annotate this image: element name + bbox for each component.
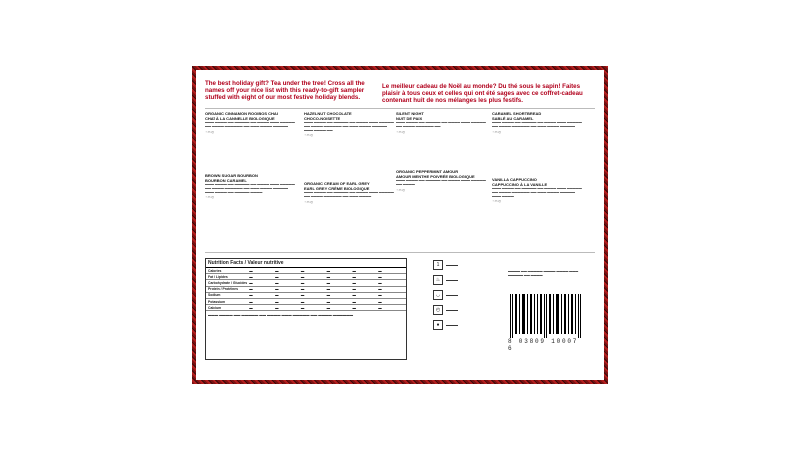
- tea-description: ▬▬▬ ▬▬▬▬ ▬▬ ▬▬▬▬▬ ▬▬ ▬▬▬▬ ▬▬▬ ▬▬▬▬▬ ▬▬ ▬▬▬▬: [396, 178, 486, 186]
- nutrition-row: Potassium ▬ ▬ ▬ ▬ ▬ ▬: [206, 299, 406, 305]
- nutrition-label: Carbohydrate / Glucides: [208, 280, 248, 285]
- steep-icons: ◔ ▭ ◴: [396, 187, 405, 192]
- nutrition-row: Fat / Lipides ▬ ▬ ▬ ▬ ▬ ▬: [206, 274, 406, 280]
- product-back-panel: [196, 70, 604, 380]
- cup-icon: ◡: [433, 290, 443, 300]
- steep-icons: ◔ ▭ ◴: [304, 133, 313, 138]
- tea-name: VANILLA CAPPUCCINO CAPPUCCINO À LA VANILLE: [492, 177, 548, 187]
- tea-card: [396, 112, 488, 134]
- nutrition-title: Nutrition Facts / Valeur nutritive: [206, 259, 406, 268]
- timer-icon: ◴: [433, 305, 443, 315]
- tea-card: [396, 170, 488, 192]
- steep-icons: ◔ ▭ ◴: [205, 195, 214, 200]
- caffeine-icon: ●: [433, 320, 443, 330]
- tea-card: [205, 174, 297, 199]
- tea-name: HAZELNUT CHOCOLATE CHOCO-NOISETTE: [304, 111, 352, 121]
- tea-name: BROWN SUGAR BOURBON BOURBON CARAMEL: [205, 173, 258, 183]
- nutrition-label: Potassium: [208, 299, 226, 304]
- intro-french: Le meilleur cadeau de Noël au monde? Du thé sous le sapin! Faites plaisir à tous ceux et celles qui ont été sages avec ce coffret-cadeau contenant huit de nos mélanges les plus festifs.: [382, 83, 583, 105]
- nutrition-row: Sodium ▬ ▬ ▬ ▬ ▬ ▬: [206, 293, 406, 299]
- tea-name: ORGANIC CREAM OF EARL GREY EARL GREY CRÈME BIOLOGIQUE: [304, 181, 370, 191]
- company-address: ▬▬▬▬ ▬▬ ▬▬▬▬▬ ▬▬▬▬ ▬▬▬▬ ▬▬▬ ▬▬▬▬▬ ▬▬ ▬▬▬▬: [508, 269, 579, 277]
- legend-item: 1 ▬▬▬▬: [433, 260, 483, 270]
- tea-card: [492, 112, 584, 134]
- tea-name: ORGANIC CINNAMON ROOIBOS CHAI CHAÏ À LA CANNELLE BIOLOGIQUE: [205, 111, 278, 121]
- tea-card: [304, 182, 396, 204]
- steep-icons: ◔ ▭ ◴: [492, 129, 501, 134]
- legend-item: ◡ ▬▬▬▬: [433, 290, 483, 300]
- nutrition-row: Carbohydrate / Glucides ▬ ▬ ▬ ▬ ▬ ▬: [206, 280, 406, 286]
- tea-card: [205, 112, 297, 134]
- tea-description: ▬▬▬ ▬▬▬▬ ▬▬ ▬▬▬▬▬ ▬▬ ▬▬▬▬ ▬▬▬ ▬▬▬▬▬ ▬▬ ▬▬▬▬ ▬▬▬▬▬▬ ▬▬ ▬▬▬ ▬▬▬▬ ▬▬▬▬▬: [205, 120, 295, 128]
- nutrition-footnote: ▬▬▬ ▬▬▬▬ ▬▬ ▬▬▬▬▬ ▬▬ ▬▬▬▬ ▬▬▬ ▬▬▬▬▬ ▬▬ ▬▬▬▬ ▬▬▬▬▬▬: [208, 313, 354, 318]
- nutrition-label: Fat / Lipides: [208, 274, 228, 279]
- nutrition-row: Calories ▬ ▬ ▬ ▬ ▬ ▬: [206, 268, 406, 274]
- tea-card: [492, 178, 584, 203]
- tea-name: CARAMEL SHORTBREAD SABLÉ AU CARAMEL: [492, 111, 542, 121]
- steep-icons: ◔ ▭ ◴: [304, 199, 313, 204]
- nutrition-label: Sodium: [208, 293, 221, 298]
- legend-item: ◴ ▬▬▬▬: [433, 305, 483, 315]
- legend-item: ♨ ▬▬▬▬: [433, 275, 483, 285]
- tea-card: [304, 112, 396, 137]
- tea-description: ▬▬▬ ▬▬▬▬ ▬▬ ▬▬▬▬▬ ▬▬ ▬▬▬▬ ▬▬▬ ▬▬▬▬▬ ▬▬ ▬▬▬▬ ▬▬▬▬▬▬ ▬▬: [396, 120, 486, 128]
- tea-description: ▬▬▬ ▬▬▬▬ ▬▬ ▬▬▬▬▬ ▬▬ ▬▬▬▬ ▬▬▬ ▬▬▬▬▬ ▬▬ ▬▬▬▬ ▬▬▬▬▬▬ ▬▬ ▬▬▬ ▬▬▬▬ ▬▬▬▬▬ ▬▬▬ ▬▬▬▬ ▬▬ ▬▬▬▬▬ ▬▬▬▬: [205, 182, 295, 194]
- nutrition-row: Protein / Protéines ▬ ▬ ▬ ▬ ▬ ▬: [206, 287, 406, 293]
- tea-name: ORGANIC PEPPERMINT AMOUR AMOUR MENTHE POIVRÉE BIOLOGIQUE: [396, 169, 475, 179]
- scoop-icon: 1: [433, 260, 443, 270]
- tea-description: ▬▬▬ ▬▬▬▬ ▬▬ ▬▬▬▬▬ ▬▬ ▬▬▬▬ ▬▬▬ ▬▬▬▬▬ ▬▬ ▬▬▬▬ ▬▬▬▬▬▬ ▬▬ ▬▬▬ ▬▬▬▬ ▬▬▬▬▬ ▬▬▬ ▬▬▬▬ ▬▬: [304, 120, 394, 132]
- barcode: [508, 294, 582, 338]
- nutrition-label: Calories: [208, 268, 222, 273]
- steep-icons: ◔ ▭ ◴: [492, 199, 501, 204]
- tea-description: ▬▬▬ ▬▬▬▬ ▬▬ ▬▬▬▬▬ ▬▬ ▬▬▬▬ ▬▬▬ ▬▬▬▬▬ ▬▬ ▬▬▬▬ ▬▬▬▬▬▬ ▬▬ ▬▬▬ ▬▬▬▬ ▬▬▬▬▬: [492, 120, 582, 128]
- divider: [205, 108, 595, 109]
- nutrition-label: Protein / Protéines: [208, 287, 238, 292]
- steep-icons: ◔ ▭ ◴: [205, 129, 214, 134]
- divider: [205, 252, 595, 253]
- tea-description: ▬▬▬ ▬▬▬▬ ▬▬ ▬▬▬▬▬ ▬▬ ▬▬▬▬ ▬▬▬ ▬▬▬▬▬ ▬▬ ▬▬▬▬ ▬▬▬▬▬▬ ▬▬ ▬▬▬ ▬▬▬▬ ▬▬▬▬▬ ▬▬▬ ▬▬▬▬: [492, 186, 582, 198]
- barcode-digits: 8 03809 10007 6: [508, 338, 579, 352]
- nutrition-facts-table: [205, 258, 407, 360]
- steep-icons: ◔ ▭ ◴: [396, 129, 405, 134]
- tea-name: SILENT NIGHT NUIT DE PAIX: [396, 111, 424, 121]
- nutrition-label: Calcium: [208, 305, 222, 310]
- brewing-legend: [433, 260, 483, 335]
- kettle-icon: ♨: [433, 275, 443, 285]
- tea-description: ▬▬▬ ▬▬▬▬ ▬▬ ▬▬▬▬▬ ▬▬ ▬▬▬▬ ▬▬▬ ▬▬▬▬▬ ▬▬ ▬▬▬▬ ▬▬▬▬▬▬ ▬▬ ▬▬▬ ▬▬▬▬: [304, 190, 394, 198]
- legend-item: ● ▬▬▬▬: [433, 320, 483, 330]
- intro-english: The best holiday gift? Tea under the tree! Cross all the names off your nice list with this ready-to-gift sampler stuffed with eight of our most festive holiday blends.: [205, 80, 365, 102]
- nutrition-row: Calcium ▬ ▬ ▬ ▬ ▬ ▬: [206, 305, 406, 311]
